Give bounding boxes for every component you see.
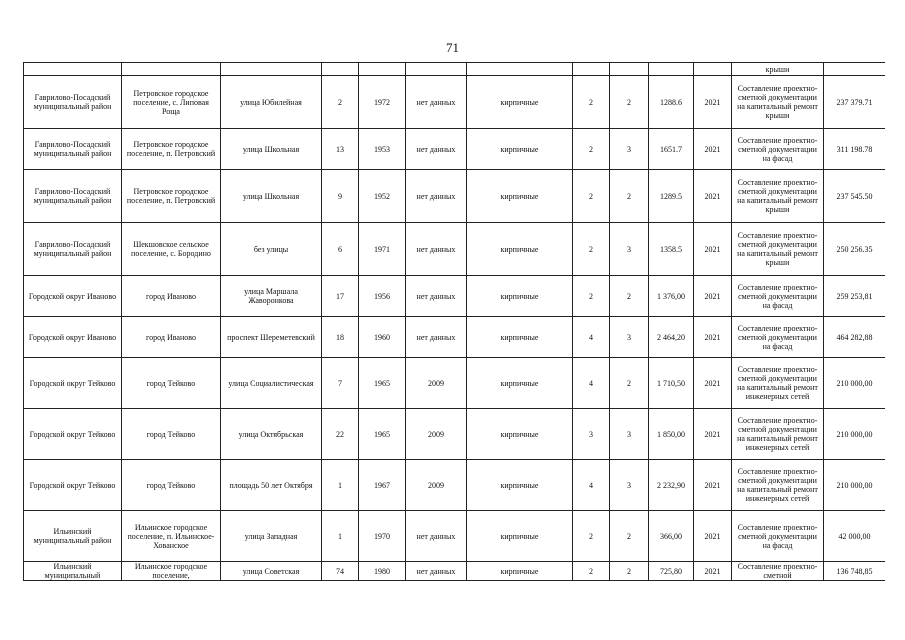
cell-settlement: Петровское городское поселение, с. Липовая Роща <box>122 76 221 129</box>
cell-entrances: 3 <box>610 129 649 170</box>
cell-settlement: Петровское городское поселение, п. Петровский <box>122 129 221 170</box>
cell-street: улица Западная <box>221 511 322 562</box>
table-row-continuation <box>24 63 886 76</box>
cell-year-built: 1965 <box>359 358 406 409</box>
cell-plan-year: 2021 <box>694 129 732 170</box>
cell-year-built: 1971 <box>359 223 406 276</box>
table-row <box>24 129 886 170</box>
cell-settlement: город Тейково <box>122 460 221 511</box>
table-row <box>24 511 886 562</box>
cell-wall-material: кирпичные <box>467 409 573 460</box>
table-row <box>24 223 886 276</box>
cell-year-repair: нет данных <box>406 511 467 562</box>
cell-settlement: город Иваново <box>122 276 221 317</box>
cell-house-number: 74 <box>322 562 359 581</box>
table-row <box>24 276 886 317</box>
cell-year-built: 1967 <box>359 460 406 511</box>
cell-plan-year: 2021 <box>694 223 732 276</box>
page-number: 71 <box>446 40 459 55</box>
cell-entrances: 2 <box>610 170 649 223</box>
cell-floors: 2 <box>573 223 610 276</box>
cell-district: Гаврилово-Посадский муниципальный район <box>24 223 122 276</box>
cell-street: улица Юбилейная <box>221 76 322 129</box>
cell-work-type: Составление проектно-сметной документации на капитальный ремонт крыши <box>732 223 824 276</box>
cell-empty <box>221 63 322 76</box>
cell-entrances: 2 <box>610 76 649 129</box>
cell-area: 1358.5 <box>649 223 694 276</box>
cell-area: 1 710,50 <box>649 358 694 409</box>
cell-work-type: Составление проектно-сметной документации на фасад <box>732 511 824 562</box>
cell-wall-material: кирпичные <box>467 460 573 511</box>
cell-cost: 259 253,81 <box>824 276 886 317</box>
cell-plan-year: 2021 <box>694 460 732 511</box>
cell-wall-material: кирпичные <box>467 511 573 562</box>
cell-year-repair: 2009 <box>406 409 467 460</box>
cell-floors: 4 <box>573 317 610 358</box>
cell-cost: 136 748,85 <box>824 562 886 581</box>
cell-street: проспект Шереметевский <box>221 317 322 358</box>
cell-year-built: 1960 <box>359 317 406 358</box>
cell-work-type: Составление проектно-сметной документации на капитальный ремонт крыши <box>732 76 824 129</box>
cell-cost: 464 282,88 <box>824 317 886 358</box>
cell-street: площадь 50 лет Октября <box>221 460 322 511</box>
cell-plan-year: 2021 <box>694 358 732 409</box>
cell-floors: 3 <box>573 409 610 460</box>
cell-area: 1 376,00 <box>649 276 694 317</box>
cell-street: без улицы <box>221 223 322 276</box>
cell-year-repair: нет данных <box>406 276 467 317</box>
cell-wall-material: кирпичные <box>467 76 573 129</box>
repair-program-table-wrapper <box>23 62 885 640</box>
table-row <box>24 76 886 129</box>
cell-plan-year: 2021 <box>694 276 732 317</box>
cell-settlement: город Тейково <box>122 358 221 409</box>
cell-district: Гаврилово-Посадский муниципальный район <box>24 76 122 129</box>
cell-year-built: 1980 <box>359 562 406 581</box>
cell-empty <box>122 63 221 76</box>
cell-empty <box>322 63 359 76</box>
cell-settlement: Шекшовское сельское поселение, с. Бородино <box>122 223 221 276</box>
cell-entrances: 2 <box>610 562 649 581</box>
cell-area: 2 232,90 <box>649 460 694 511</box>
cell-work-type: Составление проектно-сметной документации на фасад <box>732 317 824 358</box>
cell-year-repair: нет данных <box>406 223 467 276</box>
cell-street: улица Советская <box>221 562 322 581</box>
cell-empty <box>824 63 886 76</box>
cell-settlement: Ильинское городское поселение, п. Ильинское-Хованское <box>122 511 221 562</box>
cell-district: Городской округ Тейково <box>24 358 122 409</box>
cell-cost: 311 198.78 <box>824 129 886 170</box>
cell-area: 1288.6 <box>649 76 694 129</box>
cell-floors: 2 <box>573 76 610 129</box>
cell-cost: 250 256.35 <box>824 223 886 276</box>
cell-wall-material: кирпичные <box>467 129 573 170</box>
cell-work-type: Составление проектно-сметной документации на капитальный ремонт инженерных сетей <box>732 409 824 460</box>
cell-district: Гаврилово-Посадский муниципальный район <box>24 129 122 170</box>
cell-settlement: город Тейково <box>122 409 221 460</box>
cell-entrances: 2 <box>610 358 649 409</box>
cell-cost: 42 000,00 <box>824 511 886 562</box>
cell-work-type: Составление проектно-сметной документации на капитальный ремонт инженерных сетей <box>732 460 824 511</box>
table-row <box>24 562 886 581</box>
cell-plan-year: 2021 <box>694 317 732 358</box>
cell-empty <box>467 63 573 76</box>
cell-year-built: 1972 <box>359 76 406 129</box>
table-row <box>24 170 886 223</box>
cell-house-number: 18 <box>322 317 359 358</box>
cell-district: Ильинский муниципальный район <box>24 511 122 562</box>
cell-wall-material: кирпичные <box>467 223 573 276</box>
cell-year-built: 1956 <box>359 276 406 317</box>
cell-empty <box>573 63 610 76</box>
cell-area: 2 464,20 <box>649 317 694 358</box>
cell-settlement: город Иваново <box>122 317 221 358</box>
cell-wall-material: кирпичные <box>467 276 573 317</box>
cell-floors: 2 <box>573 170 610 223</box>
cell-house-number: 13 <box>322 129 359 170</box>
cell-empty <box>610 63 649 76</box>
cell-year-repair: нет данных <box>406 129 467 170</box>
cell-floors: 4 <box>573 460 610 511</box>
cell-district: Ильинский муниципальный <box>24 562 122 581</box>
cell-area: 1 850,00 <box>649 409 694 460</box>
cell-entrances: 3 <box>610 223 649 276</box>
cell-year-repair: нет данных <box>406 170 467 223</box>
cell-cost: 210 000,00 <box>824 460 886 511</box>
cell-house-number: 7 <box>322 358 359 409</box>
cell-street: улица Маршала Жаворонкова <box>221 276 322 317</box>
cell-street: улица Школьная <box>221 129 322 170</box>
table-row <box>24 409 886 460</box>
cell-house-number: 17 <box>322 276 359 317</box>
cell-area: 1289.5 <box>649 170 694 223</box>
cell-empty <box>24 63 122 76</box>
cell-floors: 4 <box>573 358 610 409</box>
cell-district: Городской округ Тейково <box>24 460 122 511</box>
cell-cost: 237 379.71 <box>824 76 886 129</box>
cell-work-type: Составление проектно-сметной <box>732 562 824 581</box>
cell-wall-material: кирпичные <box>467 170 573 223</box>
cell-plan-year: 2021 <box>694 511 732 562</box>
table-row <box>24 317 886 358</box>
cell-year-repair: 2009 <box>406 460 467 511</box>
cell-cost: 210 000,00 <box>824 409 886 460</box>
cell-house-number: 2 <box>322 76 359 129</box>
cell-plan-year: 2021 <box>694 76 732 129</box>
table-body <box>24 63 886 581</box>
cell-year-built: 1953 <box>359 129 406 170</box>
cell-cost: 237 545.50 <box>824 170 886 223</box>
cell-floors: 2 <box>573 562 610 581</box>
cell-district: Городской округ Иваново <box>24 317 122 358</box>
cell-district: Гаврилово-Посадский муниципальный район <box>24 170 122 223</box>
cell-floors: 2 <box>573 511 610 562</box>
cell-area: 366,00 <box>649 511 694 562</box>
cell-work-type: Составление проектно-сметной документации на фасад <box>732 276 824 317</box>
cell-empty <box>694 63 732 76</box>
cell-entrances: 3 <box>610 317 649 358</box>
cell-house-number: 1 <box>322 511 359 562</box>
cell-settlement: Ильинское городское поселение, <box>122 562 221 581</box>
repair-program-table <box>23 62 885 581</box>
cell-empty <box>649 63 694 76</box>
cell-area: 725,80 <box>649 562 694 581</box>
cell-entrances: 2 <box>610 276 649 317</box>
cell-work-type: крыши <box>732 63 824 76</box>
cell-street: улица Социалистическая <box>221 358 322 409</box>
cell-entrances: 2 <box>610 511 649 562</box>
cell-settlement: Петровское городское поселение, п. Петровский <box>122 170 221 223</box>
cell-floors: 2 <box>573 129 610 170</box>
cell-entrances: 3 <box>610 460 649 511</box>
cell-house-number: 1 <box>322 460 359 511</box>
cell-street: улица Школьная <box>221 170 322 223</box>
cell-house-number: 22 <box>322 409 359 460</box>
cell-year-built: 1970 <box>359 511 406 562</box>
cell-year-repair: нет данных <box>406 76 467 129</box>
cell-year-built: 1965 <box>359 409 406 460</box>
table-row <box>24 460 886 511</box>
cell-empty <box>359 63 406 76</box>
table-row <box>24 358 886 409</box>
cell-wall-material: кирпичные <box>467 358 573 409</box>
cell-plan-year: 2021 <box>694 562 732 581</box>
cell-wall-material: кирпичные <box>467 562 573 581</box>
cell-year-repair: нет данных <box>406 562 467 581</box>
cell-area: 1651.7 <box>649 129 694 170</box>
cell-year-built: 1952 <box>359 170 406 223</box>
cell-district: Городской округ Тейково <box>24 409 122 460</box>
cell-floors: 2 <box>573 276 610 317</box>
cell-year-repair: 2009 <box>406 358 467 409</box>
cell-street: улица Октябрьская <box>221 409 322 460</box>
cell-house-number: 6 <box>322 223 359 276</box>
cell-plan-year: 2021 <box>694 409 732 460</box>
cell-work-type: Составление проектно-сметной документации на капитальный ремонт крыши <box>732 170 824 223</box>
cell-work-type: Составление проектно-сметной документации на капитальный ремонт инженерных сетей <box>732 358 824 409</box>
cell-cost: 210 000,00 <box>824 358 886 409</box>
cell-district: Городской округ Иваново <box>24 276 122 317</box>
cell-entrances: 3 <box>610 409 649 460</box>
cell-wall-material: кирпичные <box>467 317 573 358</box>
cell-work-type: Составление проектно-сметной документации на фасад <box>732 129 824 170</box>
cell-empty <box>406 63 467 76</box>
cell-year-repair: нет данных <box>406 317 467 358</box>
cell-house-number: 9 <box>322 170 359 223</box>
cell-plan-year: 2021 <box>694 170 732 223</box>
